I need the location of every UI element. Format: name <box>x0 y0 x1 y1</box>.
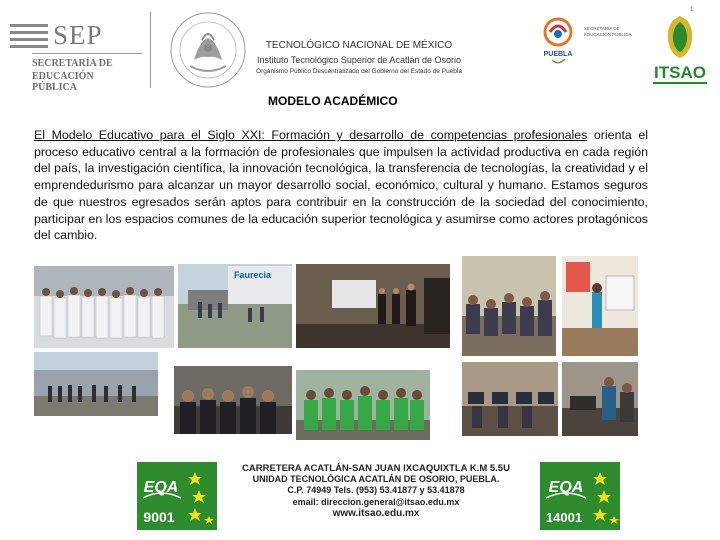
faurecia-sign: Faurecia <box>234 270 272 280</box>
sep-wordmark: SEP <box>53 20 103 50</box>
photo-outdoor-building-art <box>34 352 158 416</box>
eqa-iso9001-cert <box>137 462 217 530</box>
photo-students-group <box>174 366 292 434</box>
eqa-left-brand: EQA <box>143 479 179 496</box>
eqa-iso9001-badge-icon <box>137 462 217 530</box>
body-rest: orienta el proceso educativo central a la formación de profesionales que impulsen la actividad productiva en cada región del país, la investigación científica, la innovación tecnológica, la transferencia de tecnologías, la creatividad y el emprendedurismo para alcanzar un mayor desarrollo social, económico, cultural y humano. Estamos seguros de que nuestros egresados serán aptos para contribuir en la construcción de la sociedad del conocimiento, participar en los espacios comunes de la educación superior tecnológica y asumirse como actores protagónicos del cambio. <box>34 128 649 243</box>
photo-students-lab-coats <box>34 266 174 348</box>
photo-students-green-shirts-art <box>296 370 430 440</box>
photo-students-lab-coats-art <box>34 266 174 348</box>
photo-students-green-shirts <box>296 370 430 440</box>
sep-line2: EDUCACIÓN PÚBLICA <box>32 71 94 93</box>
footer-address-block <box>226 463 526 519</box>
footer-website-line[interactable]: www.itsao.edu.mx <box>332 507 420 519</box>
photo-faurecia-plant <box>178 264 292 348</box>
sep-line1: SECRETARÍA DE <box>32 58 113 69</box>
photo-computer-lab <box>462 362 558 436</box>
eqa-left-code: 9001 <box>143 509 175 525</box>
footer-email-line[interactable]: email: direccion.general@itsao.edu.mx <box>292 496 460 507</box>
photo-outdoor-building <box>34 352 158 416</box>
photo-classroom-group <box>462 256 556 356</box>
photo-presentation-room <box>296 264 450 348</box>
photo-poster-exhibition <box>562 256 638 356</box>
sep-rule <box>32 53 142 54</box>
sep-stripes-icon <box>8 18 52 54</box>
model-name-underlined: El Modelo Educativo para el Siglo XXI: Formación y desarrollo de competencias profesionales <box>34 128 588 142</box>
itsao-label: ITSAO <box>654 63 706 82</box>
eqa-right-code: 14001 <box>545 510 583 525</box>
itsao-logo-icon <box>650 10 710 90</box>
sep-logo <box>8 18 140 93</box>
eqa-right-brand: EQA <box>548 479 584 496</box>
page-number: 1 <box>690 7 694 13</box>
puebla-side-text: SECRETARÍA DE EDUCACIÓN PÚBLICA <box>584 26 632 37</box>
eqa-iso14001-cert <box>540 462 620 530</box>
section-title: MODELO ACADÉMICO <box>268 94 398 108</box>
header-title: TECNOLÓGICO NACIONAL DE MÉXICO <box>265 40 453 51</box>
header-organization: Organismo Público Descentralizado del Gobierno del Estado de Puebla <box>256 68 462 75</box>
header-subtitle: Instituto Tecnológico Superior de Acatlán de Osorio <box>257 55 461 65</box>
header-divider <box>150 12 151 88</box>
puebla-logo-icon <box>538 16 578 68</box>
puebla-label: PUEBLA <box>543 51 573 58</box>
photo-classroom-group-art <box>462 256 556 356</box>
eqa-iso14001-badge-icon <box>540 462 620 530</box>
photo-teacher-students <box>562 362 638 436</box>
photo-presentation-room-art <box>296 264 450 348</box>
footer-address-line: CARRETERA ACATLÁN-SAN JUAN IXCAQUIXTLA K.M 5.5U <box>242 463 510 474</box>
photo-students-group-art <box>174 366 292 434</box>
photo-poster-exhibition-art <box>562 256 638 356</box>
body-paragraph <box>34 127 648 244</box>
photo-teacher-students-art <box>562 362 638 436</box>
footer-unit-line: UNIDAD TECNOLÓGICA ACATLÁN DE OSORIO, PUEBLA. <box>252 474 500 485</box>
photo-computer-lab-art <box>462 362 558 436</box>
footer-phone-line: C.P. 74949 Tels. (953) 53.41877 y 53.41878 <box>287 485 465 496</box>
